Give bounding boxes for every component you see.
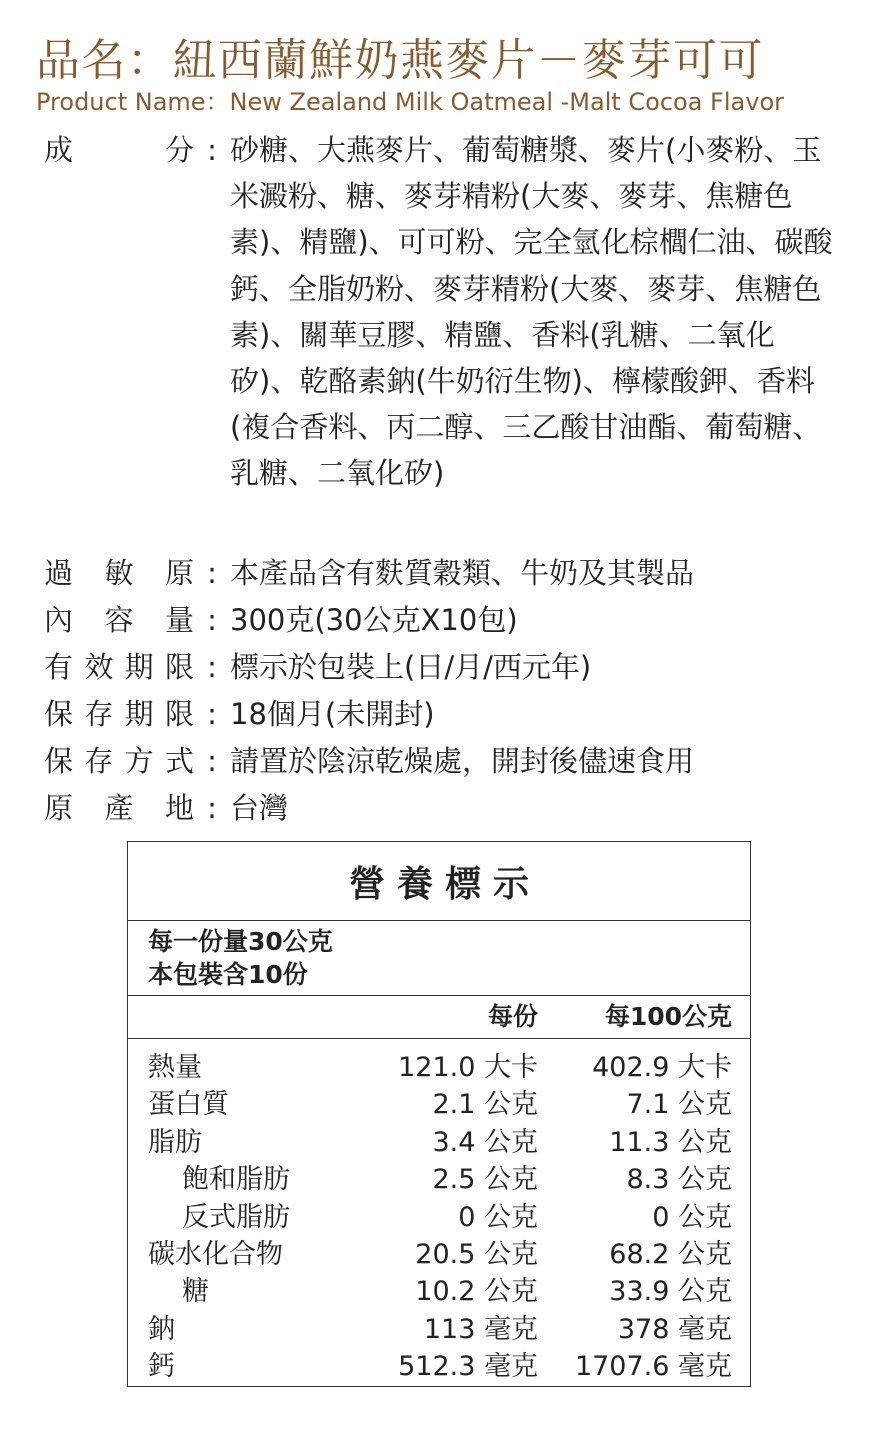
- spec-label: 內 容 量: [44, 603, 194, 637]
- nutrient-per-serving: 10.2 公克: [415, 1276, 538, 1308]
- nutrition-column-header: [128, 996, 750, 1039]
- nutrition-row: [128, 1049, 750, 1086]
- product-title-en: Product Name：New Zealand Milk Oatmeal -Malt Cocoa Flavor: [36, 88, 784, 116]
- nutrient-per-serving: 20.5 公克: [415, 1238, 538, 1270]
- nutrient-per-serving: 3.4 公克: [432, 1126, 538, 1158]
- spec-colon: :: [207, 556, 217, 590]
- col-per-serving: 每份: [487, 1002, 538, 1031]
- nutrient-name: 熱量: [148, 1052, 202, 1083]
- spec-label: 保 存 期 限: [44, 697, 194, 731]
- nutrition-row: [128, 1311, 750, 1348]
- nutrition-row: [128, 1273, 750, 1310]
- spec-value: 台灣: [230, 791, 289, 825]
- nutrient-per-100g: 33.9 公克: [609, 1276, 732, 1308]
- spec-label: 原 產 地: [44, 791, 194, 825]
- spec-origin: [44, 785, 844, 832]
- nutrient-per-100g: 402.9 大卡: [592, 1052, 732, 1083]
- nutrient-name: 反式脂肪: [182, 1201, 290, 1233]
- spec-value: 300克(30公克X10包): [230, 603, 518, 637]
- nutrient-name: 鈉: [148, 1313, 175, 1345]
- nutrient-per-100g: 11.3 公克: [609, 1126, 732, 1158]
- spec-label: 保 存 方 式: [44, 744, 194, 778]
- servings-per-pack: 本包裝含10份: [148, 960, 308, 989]
- spec-colon: :: [207, 791, 217, 825]
- spec-shelf-life: [44, 691, 844, 738]
- nutrition-row: [128, 1236, 750, 1273]
- nutrient-per-100g: 8.3 公克: [626, 1164, 732, 1196]
- spec-value: 砂糖、大燕麥片、葡萄糖漿、麥片(小麥粉、玉米澱粉、糖、麥芽精粉(大麥、麥芽、焦糖色素)、精鹽)、可可粉、完全氫化棕櫚仁油、碳酸鈣、全脂奶粉、麥芽精粉(大麥、麥芽、焦糖色素)、關華豆膠、精鹽、香料(乳糖、二氧化矽)、乾酪素鈉(牛奶衍生物)、檸檬酸鉀、香料(複合香料、丙二醇、三乙酸甘油酯、葡萄糖、乳糖、二氧化矽): [230, 133, 833, 491]
- nutrient-name: 蛋白質: [148, 1089, 229, 1121]
- spec-colon: :: [207, 697, 217, 731]
- spec-storage: [44, 738, 844, 785]
- spec-net-contents: [44, 597, 844, 644]
- nutrient-name: 糖: [182, 1276, 209, 1308]
- nutrition-row: [128, 1086, 750, 1123]
- col-per-100g: 每100公克: [604, 1002, 732, 1031]
- nutrition-row: [128, 1348, 750, 1385]
- spec-ingredients: [44, 127, 844, 497]
- nutrition-title: 營養標示: [128, 842, 750, 921]
- nutrient-per-serving: 512.3 毫克: [398, 1351, 538, 1383]
- spec-colon: :: [207, 744, 217, 778]
- nutrient-per-serving: 113 毫克: [423, 1313, 538, 1345]
- nutrient-name: 鈣: [148, 1351, 175, 1383]
- nutrition-panel: [127, 841, 751, 1387]
- spec-label: 成 分: [44, 133, 194, 167]
- serving-info: [128, 921, 750, 996]
- nutrition-row: [128, 1124, 750, 1161]
- nutrient-per-100g: 7.1 公克: [626, 1089, 732, 1121]
- nutrient-per-serving: 121.0 大卡: [398, 1052, 538, 1083]
- spec-value: 標示於包裝上(日/月/西元年): [230, 650, 592, 684]
- nutrient-per-100g: 0 公克: [652, 1201, 732, 1233]
- spec-colon: :: [207, 133, 217, 167]
- nutrient-name: 脂肪: [148, 1126, 202, 1158]
- nutrient-per-serving: 2.1 公克: [432, 1089, 538, 1121]
- nutrition-rows: [128, 1039, 750, 1386]
- spec-value: 請置於陰涼乾燥處，開封後儘速食用: [230, 744, 695, 778]
- spec-colon: :: [207, 650, 217, 684]
- nutrient-per-100g: 68.2 公克: [609, 1238, 732, 1270]
- product-title-zh: 品名：紐西蘭鮮奶燕麥片－麥芽可可: [36, 35, 764, 86]
- nutrient-name: 碳水化合物: [148, 1238, 283, 1270]
- nutrition-row: [128, 1199, 750, 1236]
- spec-label: 有 效 期 限: [44, 650, 194, 684]
- spec-colon: :: [207, 603, 217, 637]
- nutrient-per-100g: 378 毫克: [617, 1313, 732, 1345]
- serving-size: 每一份量30公克: [148, 927, 333, 956]
- nutrient-name: 飽和脂肪: [182, 1164, 290, 1196]
- spec-label: 過 敏 原: [44, 556, 194, 590]
- nutrient-per-serving: 2.5 公克: [432, 1164, 538, 1196]
- nutrient-per-serving: 0 公克: [458, 1201, 538, 1233]
- spec-value: 18個月(未開封): [230, 697, 435, 731]
- spec-expiry: [44, 644, 844, 691]
- nutrition-row: [128, 1161, 750, 1198]
- spec-allergen: [44, 550, 844, 597]
- spec-value: 本產品含有麩質穀類、牛奶及其製品: [230, 556, 695, 590]
- nutrient-per-100g: 1707.6 毫克: [574, 1351, 732, 1383]
